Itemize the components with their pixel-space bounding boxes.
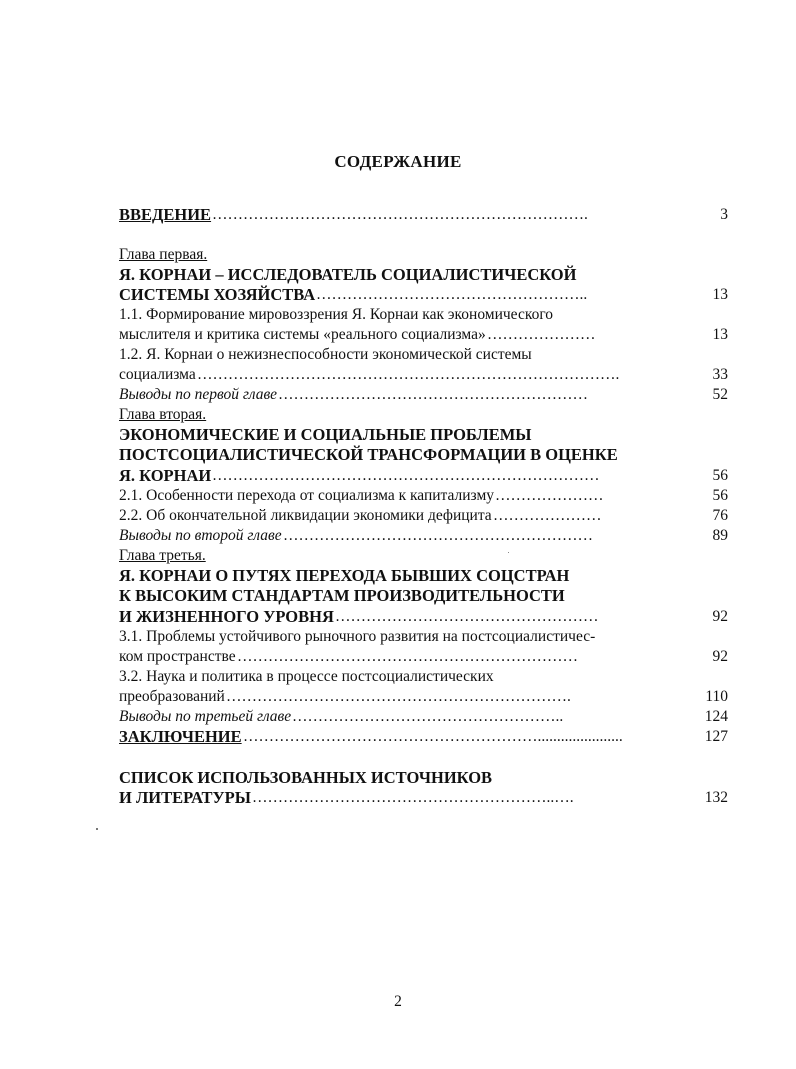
toc-leader-dots: ……………………………………………………………….: [212, 206, 588, 223]
toc-entry-chapter-3[interactable]: [119, 607, 728, 628]
chapter-title-line: [119, 265, 728, 286]
toc-leader-dots: …………………: [493, 507, 602, 524]
toc-entry-title: ЗАКЛЮЧЕНИЕ: [119, 727, 242, 746]
toc-leader-dots: …………………: [495, 487, 604, 504]
toc-entry-conclusions-2[interactable]: [119, 526, 728, 547]
scan-speck: [508, 552, 509, 553]
chapter-label-3: [119, 546, 728, 567]
toc-entry-section-1-2[interactable]: [119, 365, 728, 386]
toc-entry-title: социализма: [119, 366, 196, 383]
toc-page-number: 33: [712, 366, 728, 383]
toc-entry-conclusion[interactable]: [119, 727, 728, 748]
toc-entry-title: Выводы по третьей главе: [119, 708, 292, 725]
toc-leader-dots: ……………………………………………………: [283, 527, 593, 544]
chapter-label-2: [119, 405, 728, 426]
toc-entry-section-2-1[interactable]: [119, 486, 728, 507]
chapter-title: Я. КОРНАИ О ПУТЯХ ПЕРЕХОДА БЫВШИХ СОЦСТРАН: [119, 566, 570, 585]
toc-entry-title: Я. КОРНАИ: [119, 466, 212, 485]
toc-entry-chapter-2[interactable]: [119, 466, 728, 487]
chapter-title-line: [119, 425, 728, 446]
chapter-title: К ВЫСОКИМ СТАНДАРТАМ ПРОИЗВОДИТЕЛЬНОСТИ: [119, 586, 565, 605]
toc-leader-dots: …………………………………………………………: [237, 648, 578, 665]
toc-leader-dots: ……………………………………………..: [292, 708, 564, 725]
chapter-title-line: [119, 566, 728, 587]
toc-page-number: 56: [712, 467, 728, 484]
toc-entry-title: ВВЕДЕНИЕ: [119, 205, 212, 224]
section-title-line: [119, 667, 728, 688]
references-title: СПИСОК ИСПОЛЬЗОВАННЫХ ИСТОЧНИКОВ: [119, 768, 493, 787]
section-title-line: [119, 345, 728, 366]
toc-leader-dots: …………………………………………………………………: [212, 467, 600, 484]
toc-page-number: 124: [704, 708, 728, 725]
toc-leader-dots: ……………………………………………………: [278, 386, 588, 403]
chapter-title: Я. КОРНАИ – ИССЛЕДОВАТЕЛЬ СОЦИАЛИСТИЧЕСКОЙ: [119, 265, 577, 284]
toc-entry-section-2-2[interactable]: [119, 506, 728, 527]
section-title: 1.2. Я. Корнаи о нежизнеспособности экономической системы: [119, 346, 532, 363]
toc-entry-title: 2.1. Особенности перехода от социализма к капитализму: [119, 487, 495, 504]
toc-page-number: 52: [712, 386, 728, 403]
section-title: 3.2. Наука и политика в процессе постсоциалистических: [119, 668, 494, 685]
section-title-line: [119, 627, 728, 648]
toc-page-number: 3: [720, 206, 728, 223]
references-title-line: [119, 768, 728, 789]
toc-leader-dots: …………………………………………………......................: [243, 728, 623, 745]
toc-leader-dots: ………………………………………………………….: [226, 688, 571, 705]
toc-page-number: 13: [712, 326, 728, 343]
toc-entry-title: преобразований: [119, 688, 225, 705]
toc-entry-section-1-1[interactable]: [119, 325, 728, 346]
scan-speck: [96, 828, 98, 830]
chapter-label: Глава третья.: [119, 547, 206, 564]
toc-page-number: 56: [712, 487, 728, 504]
toc-entry-title: Выводы по второй главе: [119, 527, 282, 544]
toc-entry-title: 2.2. Об окончательной ликвидации экономики дефицита: [119, 507, 492, 524]
toc-leader-dots: …………………………………………………..….: [252, 789, 574, 806]
chapter-title: ПОСТСОЦИАЛИСТИЧЕСКОЙ ТРАНСФОРМАЦИИ В ОЦЕНКЕ: [119, 445, 618, 464]
toc-entry-title: И ЛИТЕРАТУРЫ: [119, 788, 251, 807]
toc-entry-section-3-2[interactable]: [119, 687, 728, 708]
toc-leader-dots: …………………: [487, 326, 596, 343]
toc-entry-title: Выводы по первой главе: [119, 386, 278, 403]
toc-page-number: 127: [704, 728, 728, 745]
toc-entry-chapter-1[interactable]: [119, 285, 728, 306]
toc-entry-section-3-1[interactable]: [119, 647, 728, 668]
toc-entry-references[interactable]: [119, 788, 728, 809]
section-title: 1.1. Формирование мировоззрения Я. Корнаи как экономического: [119, 306, 554, 323]
chapter-title: ЭКОНОМИЧЕСКИЕ И СОЦИАЛЬНЫЕ ПРОБЛЕМЫ: [119, 425, 532, 444]
chapter-label-1: [119, 245, 728, 266]
toc-entry-introduction[interactable]: [119, 205, 728, 226]
toc-page-number: 13: [712, 286, 728, 303]
toc-leader-dots: ……………………………………………………………………….: [197, 366, 620, 383]
toc-leader-dots: ……………………………………………..: [316, 286, 588, 303]
toc-entry-title: И ЖИЗНЕННОГО УРОВНЯ: [119, 607, 334, 626]
chapter-title-line: [119, 586, 728, 607]
toc-page-number: 110: [705, 688, 728, 705]
toc-entry-title: СИСТЕМЫ ХОЗЯЙСТВА: [119, 285, 316, 304]
chapter-title-line: [119, 445, 728, 466]
toc-page-number: 92: [712, 648, 728, 665]
section-title: 3.1. Проблемы устойчивого рыночного развития на постсоциалистичес-: [119, 628, 596, 645]
toc-page-number: 92: [712, 608, 728, 625]
toc-page-number: 76: [712, 507, 728, 524]
chapter-label: Глава первая.: [119, 246, 208, 263]
toc-page-number: 89: [712, 527, 728, 544]
page-number: 2: [394, 993, 402, 1010]
chapter-label: Глава вторая.: [119, 406, 207, 423]
page-title: СОДЕРЖАНИЕ: [334, 152, 462, 171]
toc-entry-title: ком пространстве: [119, 648, 236, 665]
toc-leader-dots: ……………………………………………: [335, 608, 599, 625]
toc-entry-conclusions-3[interactable]: [119, 707, 728, 728]
toc-entry-conclusions-1[interactable]: [119, 385, 728, 406]
toc-page-number: 132: [704, 789, 728, 806]
section-title-line: [119, 305, 728, 326]
toc-entry-title: мыслителя и критика системы «реального социализма»: [119, 326, 486, 343]
